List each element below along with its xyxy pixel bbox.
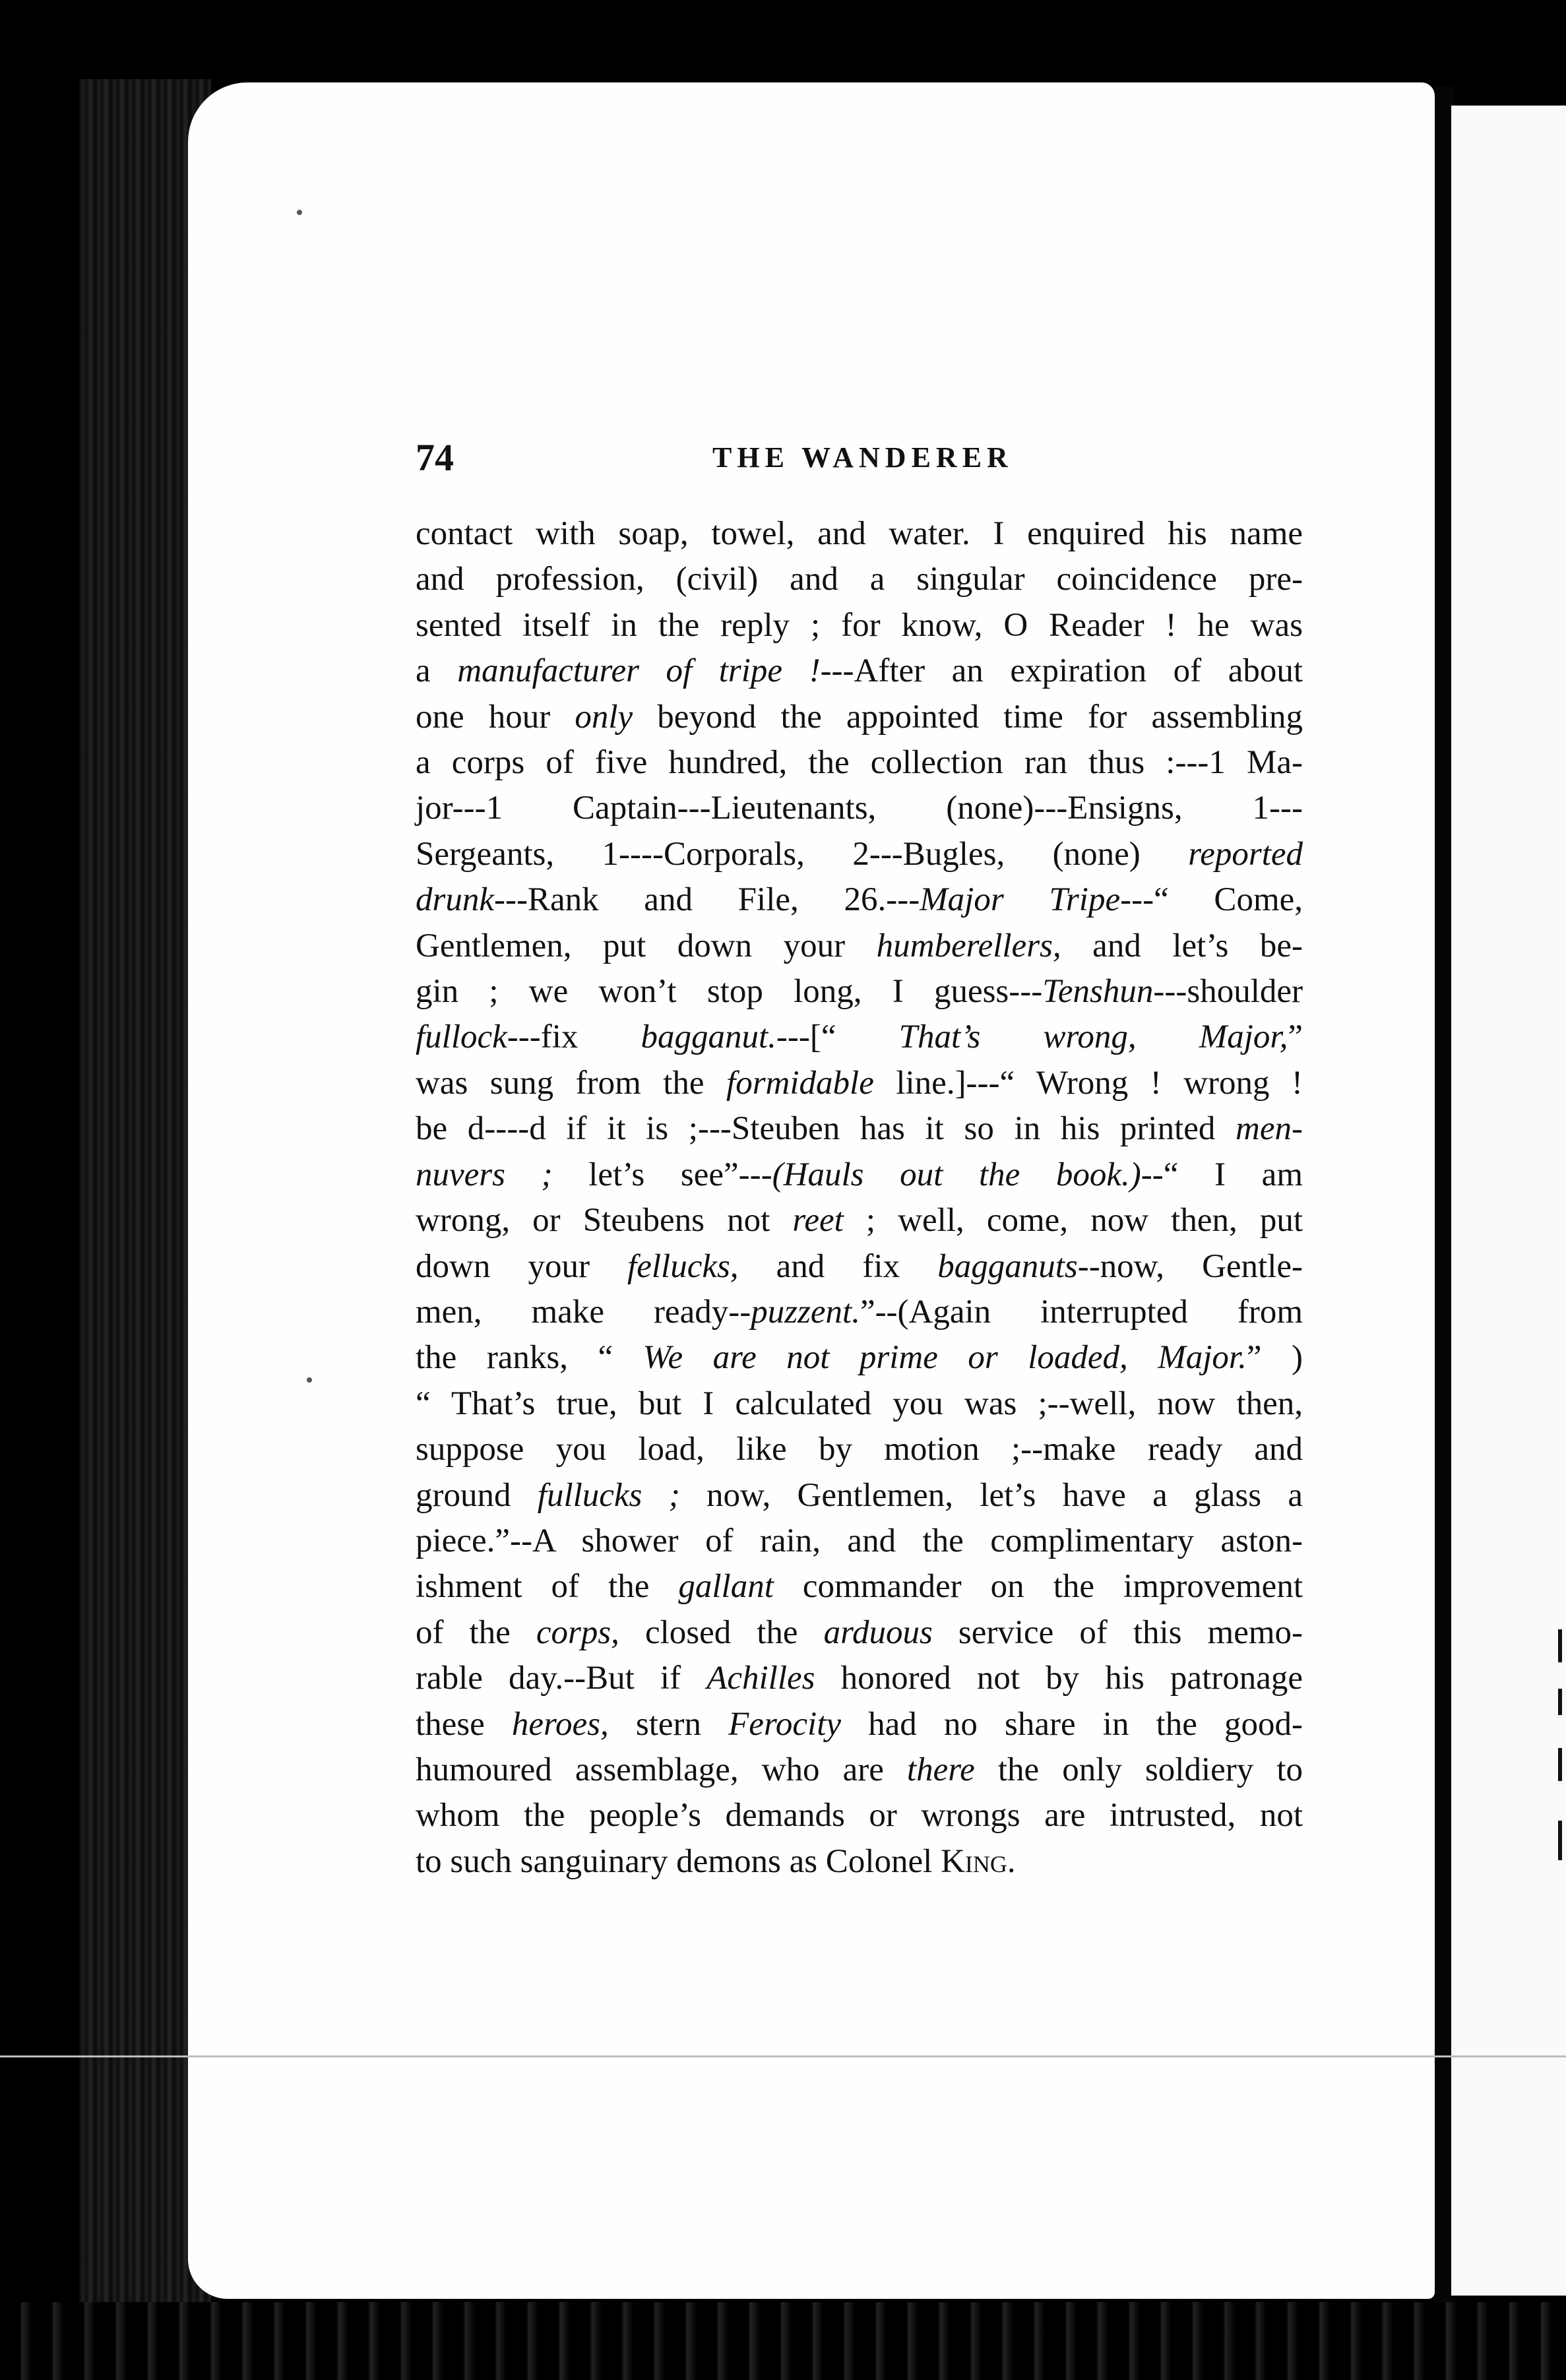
running-title: THE WANDERER [712, 441, 1013, 474]
text-line [416, 1702, 1303, 1747]
text-run: ---After an expiration of about [820, 652, 1303, 690]
text-run: commander on the improvement [773, 1568, 1303, 1606]
text-line [416, 1244, 1303, 1290]
italic-text: reet [792, 1202, 844, 1239]
page-header [416, 435, 1326, 495]
text-run: ---[“ [776, 1018, 899, 1056]
text-line [416, 1473, 1303, 1519]
facing-page-mark [1558, 1689, 1562, 1715]
text-run: down your [416, 1247, 628, 1285]
text-run: to such sanguinary demons as Colonel [416, 1842, 941, 1880]
small-caps-text: King. [941, 1842, 1016, 1880]
text-line [416, 1152, 1303, 1198]
text-run: be d----d if it is ;---Steuben has it so in his printed [416, 1110, 1236, 1148]
text-line [416, 1839, 1303, 1885]
facing-page-mark [1558, 1629, 1562, 1662]
text-run: closed the [619, 1613, 824, 1651]
text-run: men, make ready-- [416, 1293, 751, 1331]
text-run: service of this memo- [932, 1613, 1303, 1651]
italic-text: only [575, 698, 633, 736]
italic-text: drunk [416, 881, 494, 919]
page-number: 74 [416, 436, 454, 479]
text-run: ground [416, 1476, 538, 1514]
text-run: ---“ Come, [1120, 881, 1303, 919]
italic-text: puzzent. [751, 1293, 860, 1331]
italic-text: bagganut. [641, 1018, 776, 1056]
text-line [416, 1061, 1303, 1106]
facing-page-mark [1558, 1748, 1562, 1781]
scan-line [0, 2055, 1566, 2057]
italic-text: gallant [678, 1568, 774, 1606]
text-line [416, 832, 1303, 877]
text-run: let’s see”--- [552, 1156, 772, 1193]
text-run: piece.”--A shower of rain, and the complimentary aston- [416, 1522, 1303, 1559]
italic-text: Achilles [706, 1660, 815, 1697]
text-run: --now, Gentle- [1077, 1247, 1303, 1285]
text-run: ---Rank and File, 26.--- [493, 881, 920, 919]
text-run: now, Gentlemen, let’s have a glass a [679, 1476, 1303, 1514]
italic-text: fullucks ; [537, 1476, 680, 1514]
text-run: was sung from the [416, 1064, 727, 1102]
text-run: these [416, 1705, 512, 1743]
italic-text: We are not prime or loaded, Major. [642, 1339, 1247, 1377]
text-run: suppose you load, like by motion ;--make ready and [416, 1431, 1303, 1468]
margin-speck [297, 210, 302, 215]
text-line [416, 511, 1303, 557]
text-line [416, 969, 1303, 1015]
margin-speck [307, 1377, 312, 1383]
facing-page-mark [1558, 1821, 1562, 1860]
text-line [416, 648, 1303, 694]
text-run: ” ) [1246, 1339, 1303, 1377]
text-line [416, 924, 1303, 969]
italic-text: formidable [726, 1064, 874, 1102]
text-line [416, 1106, 1303, 1152]
text-run: stern [608, 1705, 729, 1743]
text-line [416, 740, 1303, 786]
italic-text: fullock [416, 1018, 507, 1056]
italic-text: fellucks, [627, 1247, 739, 1285]
text-run: line.]---“ Wrong ! wrong ! [873, 1064, 1303, 1102]
text-run: --“ I am [1141, 1156, 1303, 1193]
text-line [416, 1610, 1303, 1656]
text-line [416, 1335, 1303, 1381]
text-run: and let’s be- [1061, 927, 1303, 964]
text-run: contact with soap, towel, and water. I enquired his name [416, 515, 1303, 552]
body-text [416, 511, 1303, 1885]
text-run: the only soldiery to [974, 1751, 1303, 1788]
italic-text: (Hauls out the book.) [772, 1156, 1141, 1193]
italic-text: Ferocity [728, 1705, 842, 1743]
text-run: ---fix [507, 1018, 641, 1056]
italic-text: That’s wrong, Major, [898, 1018, 1288, 1056]
text-line [416, 603, 1303, 648]
text-line [416, 1793, 1303, 1838]
text-run: one hour [416, 698, 575, 736]
text-line [416, 1015, 1303, 1060]
text-line [416, 695, 1303, 740]
scan-bottom-edge [0, 2302, 1566, 2380]
text-run: humoured assemblage, who are [416, 1751, 907, 1788]
text-run: ”--(Again interrupted from [860, 1293, 1303, 1331]
italic-text: reported [1188, 835, 1303, 873]
italic-text: there [906, 1751, 975, 1788]
text-run: Gentlemen, put down your [416, 927, 877, 964]
italic-text: Major Tripe [920, 881, 1121, 919]
italic-text: manufacturer of tripe ! [457, 652, 821, 690]
text-run: whom the people’s demands or wrongs are intrusted, not [416, 1797, 1303, 1834]
text-run: Sergeants, 1----Corporals, 2---Bugles, (none) [416, 835, 1189, 873]
text-run: beyond the appointed time for assembling [633, 698, 1303, 736]
text-run: jor---1 Captain---Lieutenants, (none)---Ensigns, 1--- [416, 790, 1303, 827]
text-run: the ranks, “ [416, 1339, 643, 1377]
text-run: “ That’s true, but I calculated you was ;--well, now then, [416, 1385, 1303, 1422]
italic-text: humberellers, [876, 927, 1061, 964]
text-run: ishment of the [416, 1568, 679, 1606]
italic-text: Tenshun [1042, 973, 1154, 1011]
text-run: a [416, 652, 458, 690]
italic-text: nuvers ; [416, 1156, 553, 1193]
text-run: had no share in the good- [841, 1705, 1303, 1743]
text-run: ; well, come, now then, put [843, 1202, 1303, 1239]
text-line [416, 1427, 1303, 1472]
text-line [416, 1519, 1303, 1564]
text-run: rable day.--But if [416, 1660, 707, 1697]
text-line [416, 557, 1303, 602]
text-run: wrong, or Steubens not [416, 1202, 793, 1239]
italic-text: heroes, [511, 1705, 609, 1743]
text-run: and profession, (civil) and a singular coincidence pre- [416, 561, 1303, 598]
text-run: and fix [738, 1247, 938, 1285]
italic-text: corps, [536, 1613, 619, 1651]
text-run: honored not by his patronage [815, 1660, 1303, 1697]
text-run: sented itself in the reply ; for know, O Reader ! he was [416, 606, 1303, 644]
text-line [416, 1747, 1303, 1793]
text-line [416, 786, 1303, 831]
text-line [416, 1290, 1303, 1335]
text-run: of the [416, 1613, 536, 1651]
italic-text: men- [1236, 1110, 1303, 1148]
text-run: a corps of five hundred, the collection ran thus :---1 Ma- [416, 744, 1303, 782]
text-run: ” [1288, 1018, 1303, 1056]
text-run: ---shoulder [1153, 973, 1303, 1011]
text-line [416, 1381, 1303, 1427]
text-line [416, 1564, 1303, 1610]
facing-page-edge [1451, 106, 1566, 2296]
text-line [416, 1656, 1303, 1701]
text-run: gin ; we won’t stop long, I guess--- [416, 973, 1043, 1011]
italic-text: arduous [823, 1613, 933, 1651]
text-line [416, 1198, 1303, 1243]
italic-text: bagganuts [937, 1247, 1078, 1285]
text-line [416, 877, 1303, 923]
